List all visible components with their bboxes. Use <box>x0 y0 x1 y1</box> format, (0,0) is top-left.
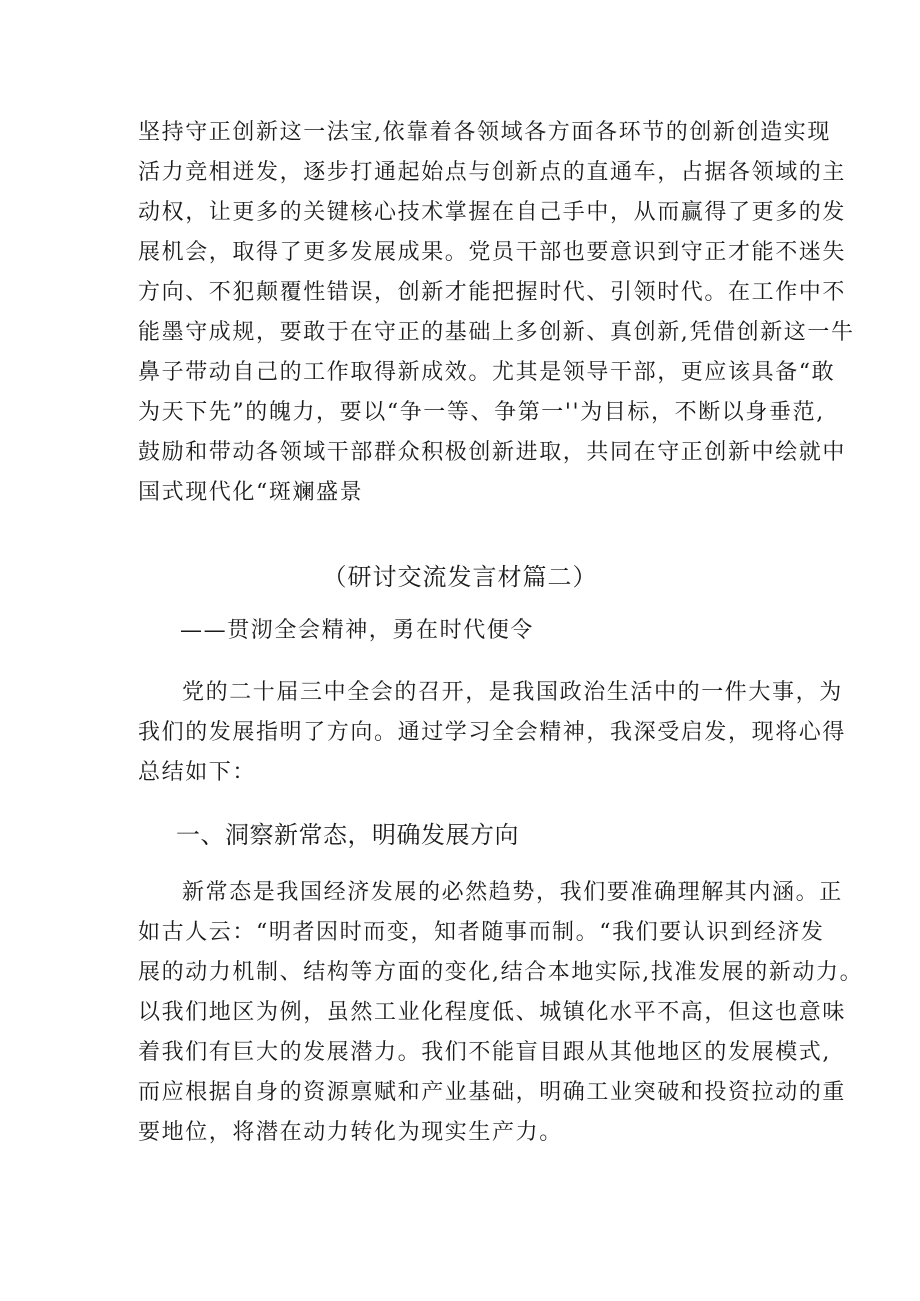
paragraph-line: 如古人云：“明者因时而变，知者随事而制。“我们要认识到经济发 <box>138 920 825 945</box>
paragraph-line: 着我们有巨大的发展潜力。我们不能盲目跟从其他地区的发展模式, <box>138 1040 831 1065</box>
paragraph-line: 为天下先”的魄力，要以“争一等、争第一''为目标，不断以身垂范, <box>138 400 825 425</box>
section-heading: 一、洞察新常态，明确发展方向 <box>176 821 519 849</box>
paragraph-line: 而应根据自身的资源禀赋和产业基础，明确工业突破和投资拉动的重 <box>138 1080 847 1105</box>
paragraph-line: 鼓励和带动各领域干部群众积极创新进取，共同在守正创新中绘就中 <box>138 440 847 465</box>
paragraph-line: 国式现代化“斑斓盛景 <box>138 480 364 505</box>
paragraph-line: 坚持守正创新这一法宝,依靠着各领域各方面各环节的创新创造实现 <box>138 120 831 145</box>
paragraph-line: 以我们地区为例，虽然工业化程度低、城镇化水平不高，但这也意味 <box>138 1000 847 1025</box>
paragraph-line: 能墨守成规，要敢于在守正的基础上多创新、真创新,凭借创新这一牛 <box>138 320 855 345</box>
paragraph-line: 展机会，取得了更多发展成果。党员干部也要意识到守正才能不迷失 <box>138 240 847 265</box>
paragraph-line: 方向、不犯颠覆性错误，创新才能把握时代、引领时代。在工作中不 <box>138 280 847 305</box>
paragraph-line: 总结如下： <box>138 760 257 785</box>
paragraph-line: 我们的发展指明了方向。通过学习全会精神，我深受启发，现将心得 <box>138 720 847 745</box>
paragraph-line: 新常态是我国经济发展的必然趋势，我们要准确理解其内涵。正 <box>182 880 843 905</box>
paragraph-line: 活力竞相迸发，逐步打通起始点与创新点的直通车，占据各领域的主 <box>138 160 847 185</box>
paragraph-line: 要地位，将潜在动力转化为现实生产力。 <box>138 1120 563 1145</box>
paragraph-line: 鼻子带动自己的工作取得新成效。尤其是领导干部，更应该具备“敢 <box>138 360 836 385</box>
section-subtitle: ——贯沏全会精神，勇在时代便令 <box>180 618 535 643</box>
paragraph-line: 党的二十届三中全会的召开，是我国政治生活中的一件大事，为 <box>182 680 843 705</box>
paragraph-line: 动权，让更多的关键核心技术掌握在自己手中，从而赢得了更多的发 <box>138 200 847 225</box>
section-title: （研讨交流发言材篇二） <box>322 563 598 591</box>
paragraph-line: 展的动力机制、结构等方面的变化,结合本地实际,找准发展的新动力。 <box>138 960 864 985</box>
